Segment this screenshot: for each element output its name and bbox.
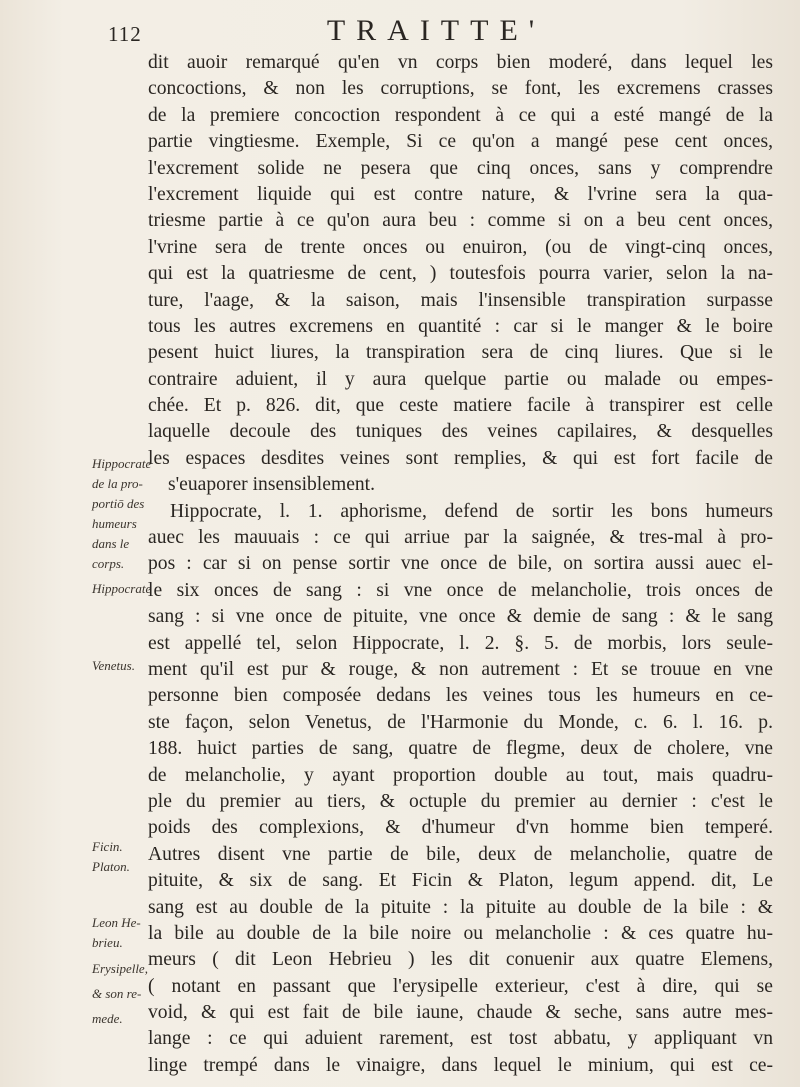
margin-note-erysipelle: Erysipelle, <box>92 961 148 976</box>
page-number: 112 <box>108 22 142 46</box>
page-header <box>108 14 748 50</box>
text-line: tous les autres excremens en quantité : car si le manger & le boire <box>148 315 773 337</box>
text-line: partie vingtiesme. Exemple, Si ce qu'on a mangé pese cent onces, <box>148 131 773 153</box>
margin-note-platon: Platon. <box>92 859 130 874</box>
text-line: pituite, & six de sang. Et Ficin & Platon, legum append. dit, Le <box>148 870 773 892</box>
text-line: Hippocrate, l. 1. aphorisme, defend de sortir les bons humeurs <box>170 500 773 522</box>
margin-note-ficin: Ficin. <box>92 839 123 854</box>
text-line: 188. huict parties de sang, quatre de flegme, deux de cholere, vne <box>148 738 773 760</box>
text-line: l'excrement liquide qui est contre nature, & l'vrine sera la qua- <box>148 183 773 205</box>
margin-note-humeurs: humeurs <box>92 516 137 531</box>
text-line: le six onces de sang : si vne once de melancholie, trois onces de <box>148 579 773 601</box>
text-line: auec les mauuais : ce qui arriue par la saignée, & tres-mal à pro- <box>148 527 773 549</box>
margin-note-remede: mede. <box>92 1011 123 1026</box>
margin-note-proportion-2: portiō des <box>92 496 145 511</box>
margin-note-venetus: Venetus. <box>92 658 135 673</box>
text-line: dit auoir remarqué qu'en vn corps bien moderé, dans lequel les <box>148 52 773 73</box>
margin-note-hippocrate: Hippocrate <box>92 456 152 471</box>
margin-note-dans-le: dans le <box>92 536 130 551</box>
text-line: void, & qui est fait de bile iaune, chaude & seche, sans autre mes- <box>148 1002 773 1024</box>
text-line: contraire aduient, il y aura quelque partie ou malade ou empes- <box>148 368 773 390</box>
margin-note-hebrieu: brieu. <box>92 935 123 950</box>
text-line: lange : ce qui aduient rarement, est tost abbatu, y appliquant vn <box>148 1028 773 1050</box>
text-line: concoctions, & non les corruptions, se font, les excremens crasses <box>148 78 773 100</box>
text-line: meurs ( dit Leon Hebrieu ) les dit conuenir aux quatre Elemens, <box>148 949 773 971</box>
text-line: l'excrement solide ne pesera que cinq onces, sans y comprendre <box>148 157 773 179</box>
text-line: qui est la quatriesme de cent, ) toutesfois pourra varier, selon la na- <box>148 263 773 285</box>
body-text <box>148 50 773 1079</box>
running-title: TRAITTE' <box>326 14 546 47</box>
text-line: de melancholie, y ayant proportion double au tout, mais quadru- <box>148 764 773 786</box>
text-line: les espaces desdites veines sont remplies, & qui est fort facile de <box>148 447 773 469</box>
text-line: s'euaporer insensiblement. <box>168 474 376 496</box>
text-line: personne bien composée dedans les veines tous les humeurs en ce- <box>148 685 773 707</box>
text-line: ture, l'aage, & la saison, mais l'insensible transpiration surpasse <box>148 289 773 311</box>
text-line: ste façon, selon Venetus, de l'Harmonie du Monde, c. 6. l. 16. p. <box>148 711 773 733</box>
text-line: chée. Et p. 826. dit, que ceste matiere facile à transpirer est celle <box>148 395 773 417</box>
text-line: est appellé tel, selon Hippocrate, l. 2. §. 5. de morbis, lors seule- <box>148 632 773 654</box>
text-line: sang est au double de la pituite : la pituite au double de la bile : & <box>148 896 773 918</box>
text-line: sang : si vne once de pituite, vne once & demie de sang : & le sang <box>148 606 773 628</box>
margin-note-corps: corps. <box>92 556 125 571</box>
margin-note-son-re: & son re- <box>92 986 142 1001</box>
text-line: pesent huict liures, la transpiration sera de cinq liures. Que si le <box>148 342 773 364</box>
text-line: laquelle decoule des tuniques des veines capilaires, & desquelles <box>148 421 773 443</box>
text-line: Autres disent vne partie de bile, deux de melancholie, quatre de <box>148 843 773 865</box>
text-line: poids des complexions, & d'humeur d'vn homme bien temperé. <box>148 817 773 839</box>
text-line: pos : car si on pense sortir vne once de bile, on sortira aussi auec el- <box>148 553 773 575</box>
text-line: triesme partie à ce qu'on aura beu : comme si on a beu cent onces, <box>148 210 773 232</box>
margin-note-proportion-1: de la pro- <box>92 476 143 491</box>
text-line: la bile au double de la bile noire ou melancholie : & ces quatre hu- <box>148 922 773 944</box>
margin-note-hippocrate-2: Hippocrate <box>92 581 152 596</box>
text-line: ment qu'il est pur & rouge, & non autrement : Et se trouue en vne <box>148 658 773 680</box>
text-line: ple du premier au tiers, & octuple du premier au dernier : c'est le <box>148 790 773 812</box>
text-line: l'vrine sera de trente onces ou enuiron, (ou de vingt-cinq onces, <box>148 236 773 258</box>
margin-note-leon: Leon He- <box>92 915 141 930</box>
text-line: linge trempé dans le vinaigre, dans lequel le minium, qui est ce- <box>148 1054 773 1076</box>
text-line: de la premiere concoction respondent à ce qui a esté mangé de la <box>148 104 773 126</box>
text-line: ( notant en passant que l'erysipelle exterieur, c'est à dire, qui se <box>148 975 773 997</box>
